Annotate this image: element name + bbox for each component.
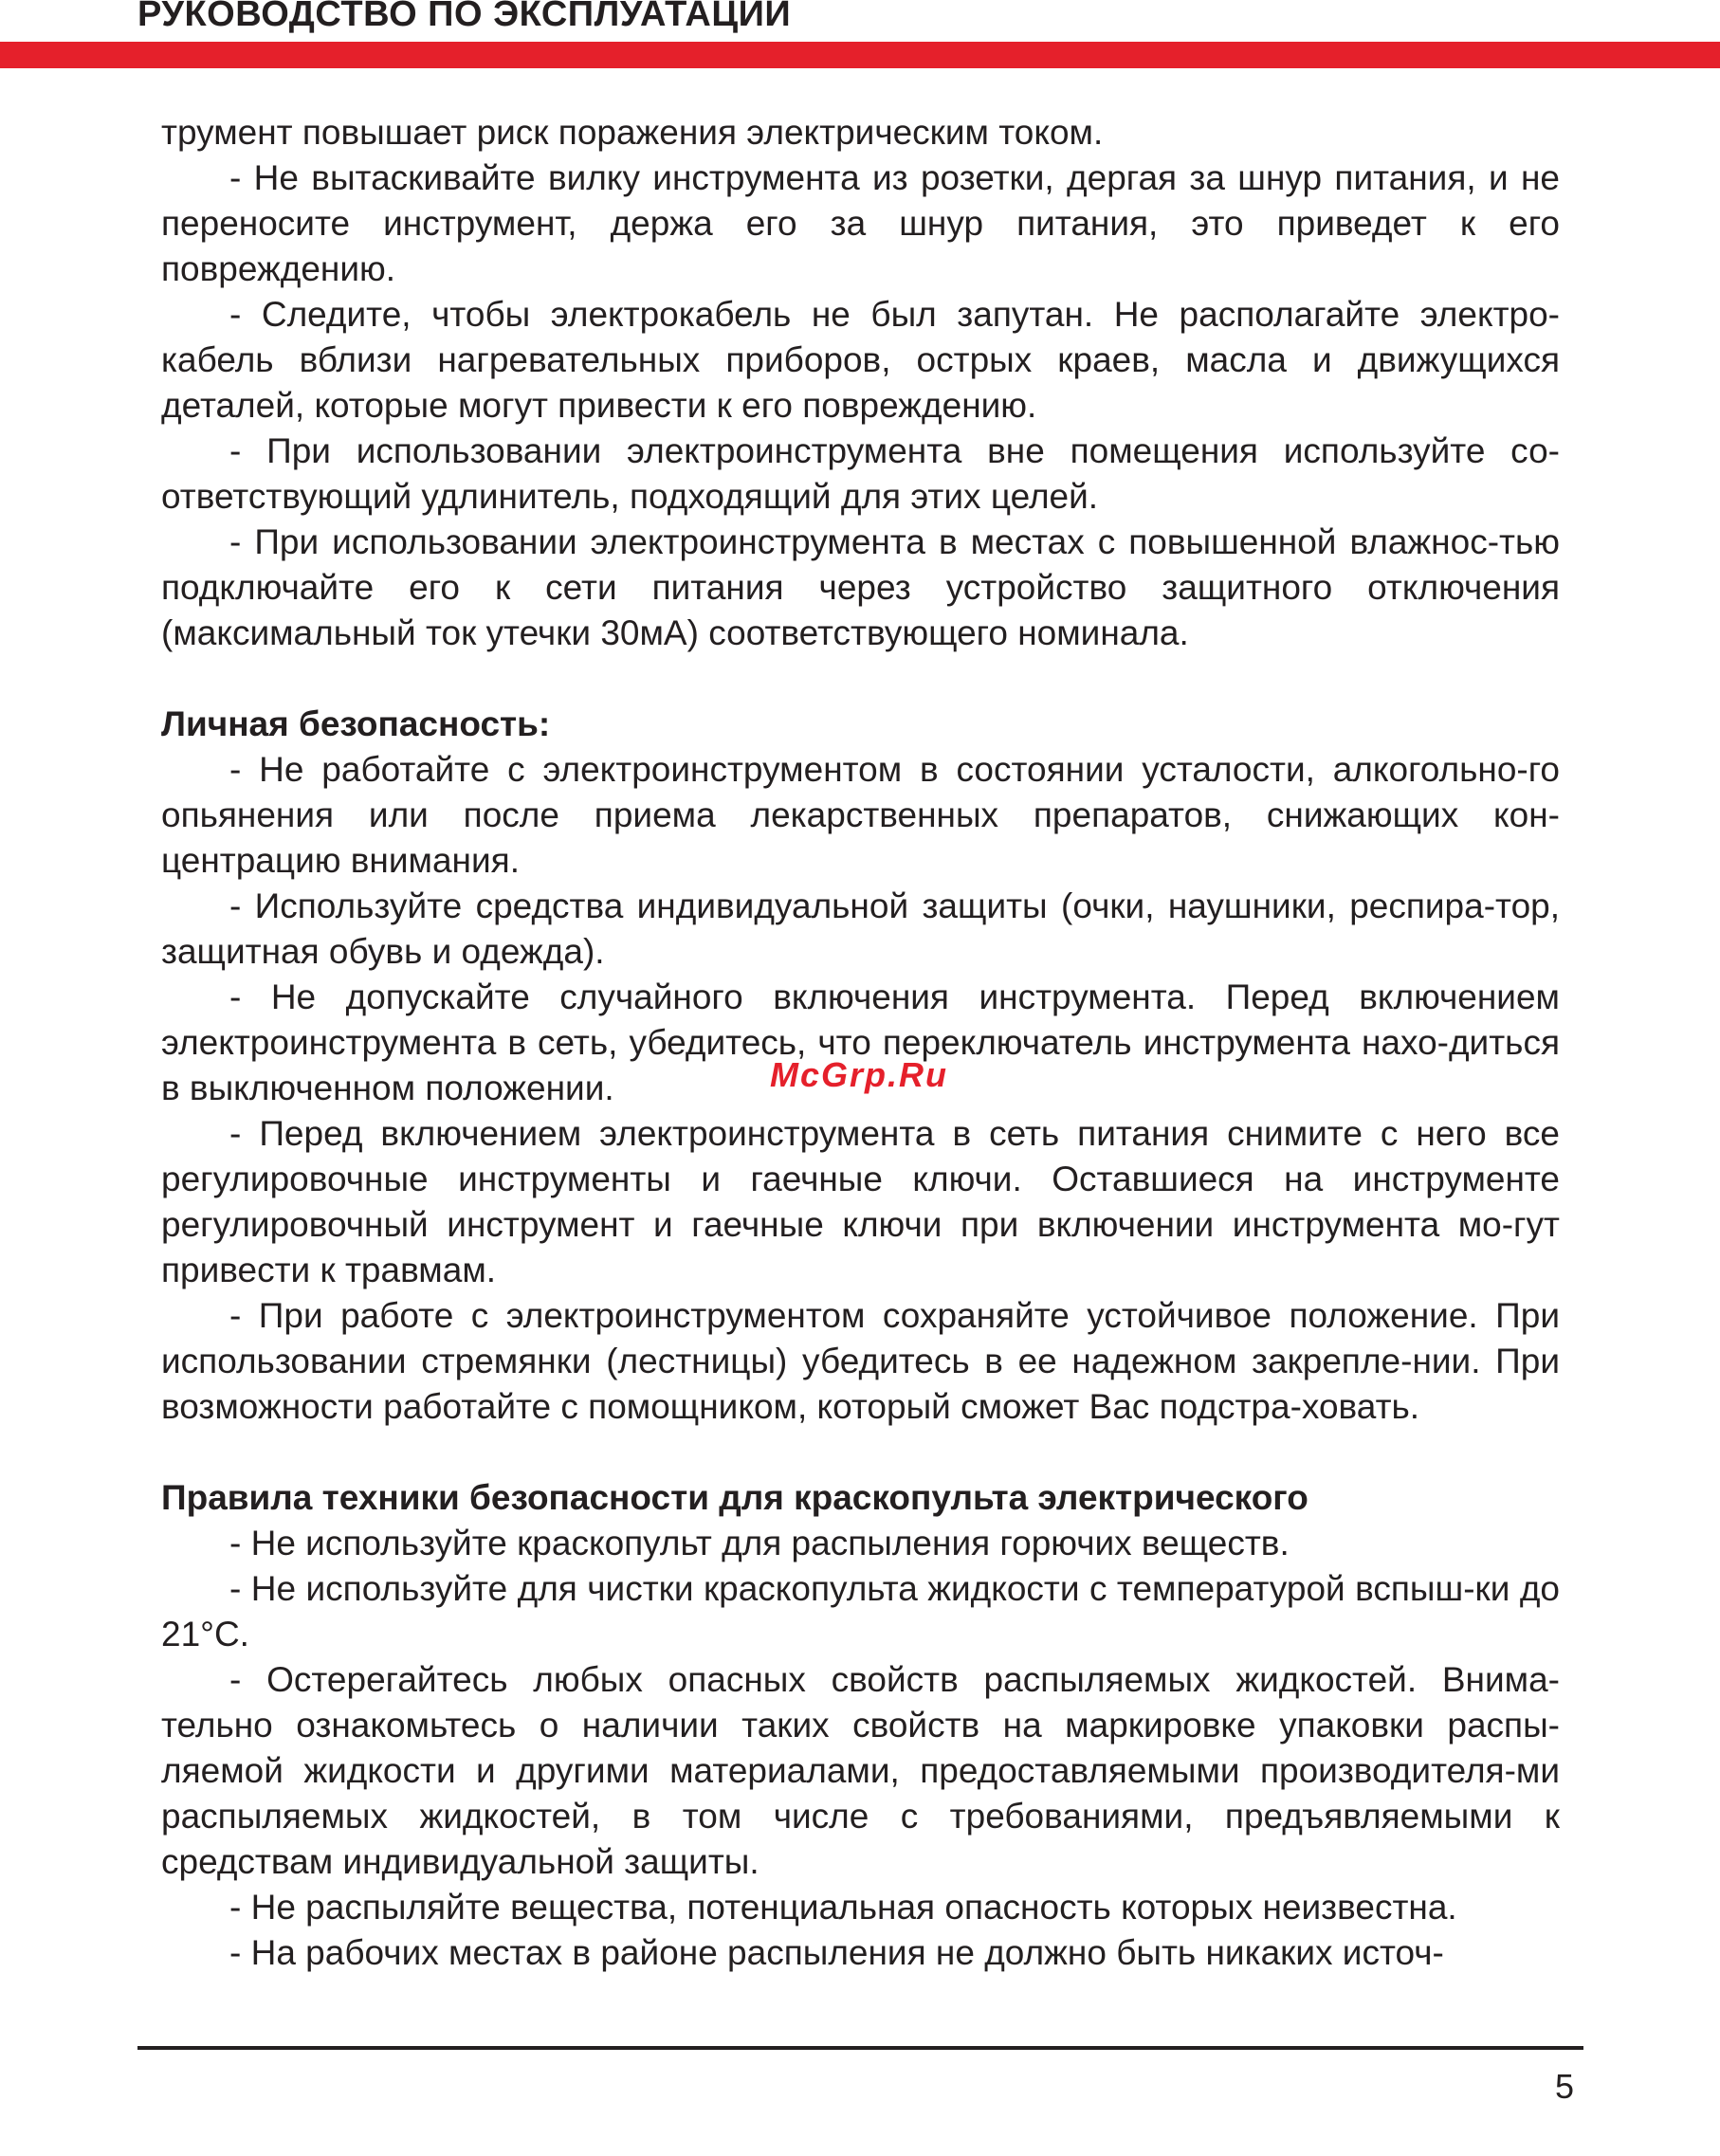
header-accent-bar [0,42,1720,68]
list-item: - Остерегайтесь любых опасных свойств распыляемых жидкостей. Внима-тельно ознакомьтесь о наличии таких свойств на маркировке упаковки распы-ляемой жидкости и другими материалами, предоставляемыми производителя-ми распыляемых жидкостей, в том числе с требованиями, предъявляемыми к средствам индивидуальной защиты. [161,1660,1560,1881]
continuation-paragraph: трумент повышает риск поражения электрическим током. [161,113,1104,152]
document-body [161,110,1560,1976]
list-item: - Не работайте с электроинструментом в состоянии усталости, алкогольно-го опьянения или после приема лекарственных препаратов, снижающих кон-центрацию внимания. [161,750,1560,880]
list-item: - Не используйте краскопульт для распыления горючих веществ. [229,1524,1290,1562]
section-heading-personal-safety: Личная безопасность: [161,704,551,743]
list-item: - На рабочих местах в районе распыления не должно быть никаких источ- [229,1933,1444,1972]
list-item: - Не допускайте случайного включения инструмента. Перед включением электроинструмента в сеть, убедитесь, что переключатель инструмента нахо-диться в выключенном положении. [161,978,1560,1107]
list-item: - При работе с электроинструментом сохраняйте устойчивое положение. При использовании стремянки (лестницы) убедитесь в ее надежном закрепле-нии. При возможности работайте с помощником, который сможет Вас подстра-ховать. [161,1296,1560,1426]
section-heading-spray-gun-rules: Правила техники безопасности для краскопульта электрического [161,1478,1308,1517]
list-item: - Не используйте для чистки краскопульта жидкости с температурой вспыш-ки до 21°С. [161,1569,1560,1654]
page-number: 5 [1555,2067,1575,2106]
list-item: - При использовании электроинструмента вне помещения используйте со-ответствующий удлинитель, подходящий для этих целей. [161,431,1560,516]
list-item: - Перед включением электроинструмента в сеть питания снимите с него все регулировочные инструменты и гаечные ключи. Оставшиеся на инструменте регулировочный инструмент и гаечные ключи при включении инструмента мо-гут привести к травмам. [161,1114,1560,1289]
document-header-title: РУКОВОДСТВО ПО ЭКСПЛУАТАЦИИ [137,0,792,34]
list-item: - Не вытаскивайте вилку инструмента из розетки, дергая за шнур питания, и не переносите инструмент, держа его за шнур питания, это приведет к его повреждению. [161,158,1560,288]
list-item: - Не распыляйте вещества, потенциальная опасность которых неизвестна. [229,1888,1457,1927]
list-item: - При использовании электроинструмента в местах с повышенной влажнос-тью подключайте его к сети питания через устройство защитного отключения (максимальный ток утечки 30мА) соответствующего номинала. [161,522,1560,652]
list-item: - Используйте средства индивидуальной защиты (очки, наушники, респира-тор, защитная обувь и одежда). [161,886,1560,971]
watermark: McGrp.Ru [770,1055,949,1094]
footer-divider [137,2046,1583,2050]
list-item: - Следите, чтобы электрокабель не был запутан. Не располагайте электро-кабель вблизи нагревательных приборов, острых краев, масла и движущихся деталей, которые могут привести к его повреждению. [161,295,1560,425]
